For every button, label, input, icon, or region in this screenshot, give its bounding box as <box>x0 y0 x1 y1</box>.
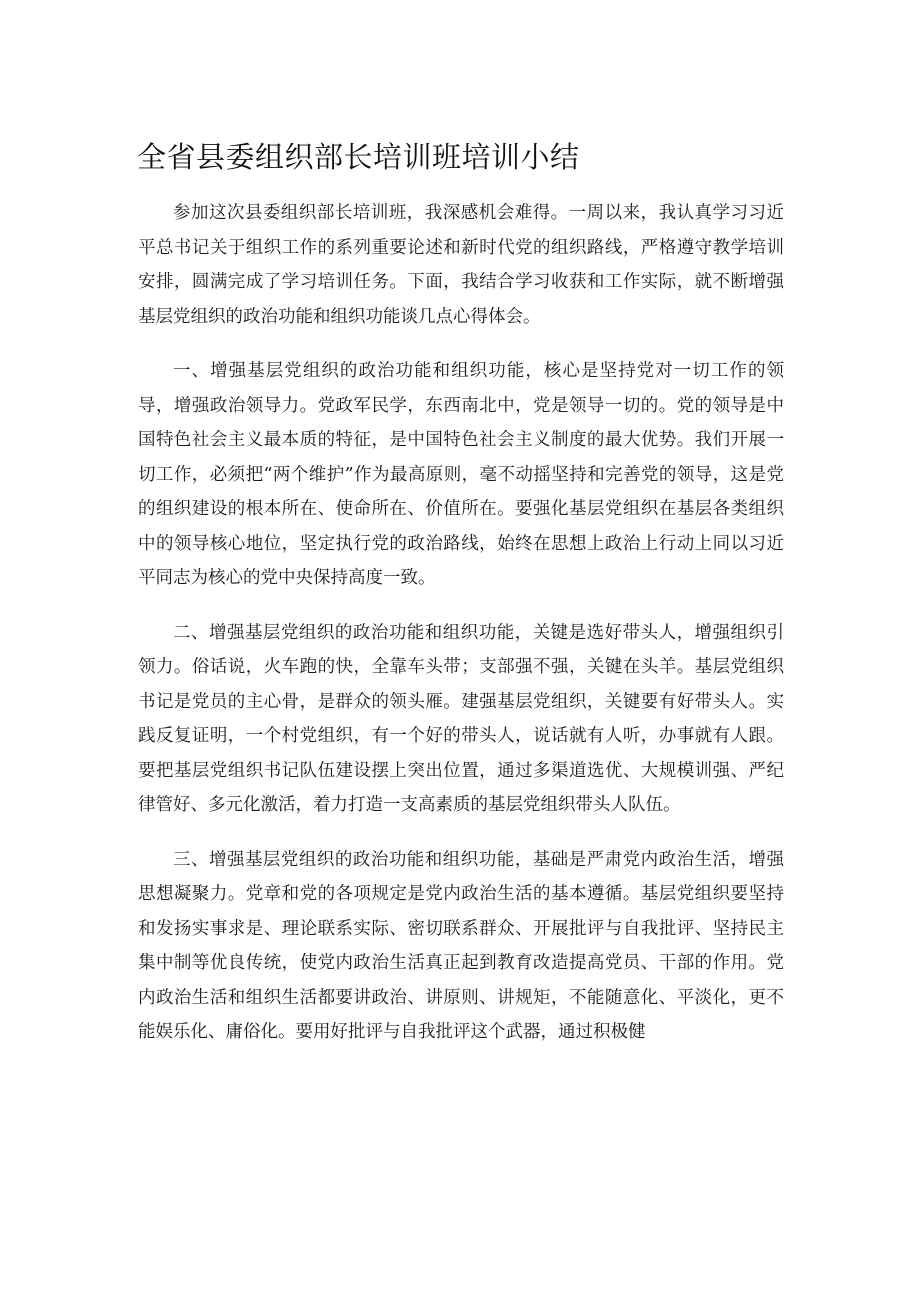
paragraph-point-one: 一、增强基层党组织的政治功能和组织功能，核心是坚持党对一切工作的领导，增强政治领导力。党政军民学，东西南北中，党是领导一切的。党的领导是中国特色社会主义最本质的特征，是中国特色社会主义制度的最大优势。我们开展一切工作，必须把“两个维护”作为最高原则，毫不动摇坚持和完善党的领导，这是党的组织建设的根本所在、使命所在、价值所在。要强化基层党组织在基层各类组织中的领导核心地位，坚定执行党的政治路线，始终在思想上政治上行动上同以习近平同志为核心的党中央保持高度一致。 <box>138 361 784 588</box>
paragraph-point-two: 二、增强基层党组织的政治功能和组织功能，关键是选好带头人，增强组织引领力。俗话说，火车跑的快，全靠车头带；支部强不强，关键在头羊。基层党组织书记是党员的主心骨，是群众的领头雁。建强基层党组织，关键要有好带头人。实践反复证明，一个村党组织，有一个好的带头人，说话就有人听，办事就有人跟。要把基层党组织书记队伍建设摆上突出位置，通过多渠道选优、大规模训强、严纪律管好、多元化激活，着力打造一支高素质的基层党组织带头人队伍。 <box>138 622 784 815</box>
document-title: 全省县委组织部长培训班培训小结 <box>137 140 580 174</box>
paragraph-intro: 参加这次县委组织部长培训班，我深感机会难得。一周以来，我认真学习习近平总书记关于组织工作的系列重要论述和新时代党的组织路线，严格遵守教学培训安排，圆满完成了学习培训任务。下面，我结合学习收获和工作实际，就不断增强基层党组织的政治功能和组织功能谈几点心得体会。 <box>138 203 784 327</box>
paragraph-point-three: 三、增强基层党组织的政治功能和组织功能，基础是严肃党内政治生活，增强思想凝聚力。党章和党的各项规定是党内政治生活的基本遵循。基层党组织要坚持和发扬实事求是、理论联系实际、密切联系群众、开展批评与自我批评、坚持民主集中制等优良传统，使党内政治生活真正起到教育改造提高党员、干部的作用。党内政治生活和组织生活都要讲政治、讲原则、讲规矩，不能随意化、平淡化，更不能娱乐化、庸俗化。要用好批评与自我批评这个武器，通过积极健 <box>138 849 784 1042</box>
document-body <box>138 196 784 1070</box>
